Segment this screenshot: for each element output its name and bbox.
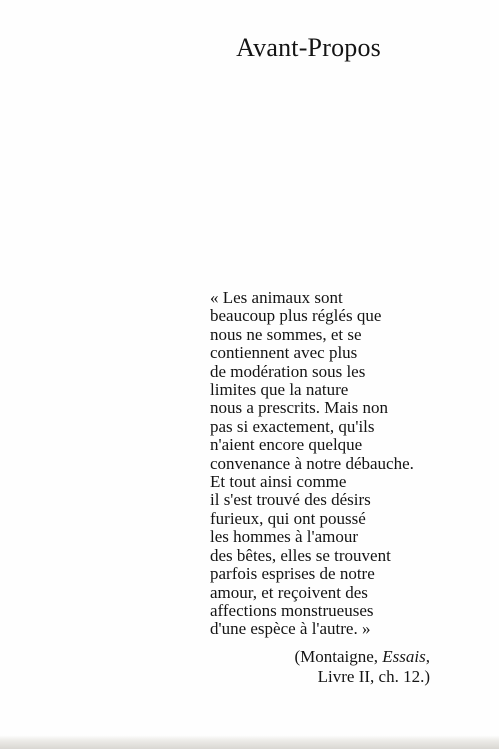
citation-author: (Montaigne, (294, 647, 383, 666)
page-title: Avant-Propos (236, 33, 381, 62)
epigraph-line: les hommes à l'amour (210, 527, 359, 547)
epigraph-line: des bêtes, elles se trouvent (210, 545, 391, 565)
epigraph-citation (200, 647, 430, 687)
epigraph-line: nous a prescrits. Mais non (210, 398, 389, 418)
epigraph-line: limites que la nature (210, 380, 349, 400)
epigraph-line: n'aient encore quelque (210, 435, 363, 455)
epigraph-line: pas si exactement, qu'ils (210, 416, 375, 436)
epigraph-line: affections monstrueuses (210, 600, 374, 620)
citation-comma: , (425, 647, 430, 666)
epigraph-line: il s'est trouvé des désirs (210, 490, 371, 510)
epigraph-line: « Les animaux sont (210, 288, 343, 307)
epigraph-line: amour, et reçoivent des (210, 582, 368, 602)
citation-line-2: Livre II, ch. 12.) (317, 667, 430, 686)
epigraph-line: beaucoup plus réglés que (210, 306, 382, 326)
citation-line-1 (200, 647, 430, 667)
citation-work-title: Essais (382, 647, 426, 666)
epigraph-line: nous ne sommes, et se (210, 324, 362, 344)
epigraph-line: convenance à notre débauche. (210, 453, 414, 473)
epigraph-line: de modération sous les (210, 361, 366, 381)
page-bottom-edge (0, 735, 499, 749)
epigraph-line: Et tout ainsi comme (210, 472, 347, 492)
epigraph-line: d'une espèce à l'autre. » (210, 619, 371, 639)
epigraph-quote (210, 289, 442, 639)
epigraph-line: furieux, qui ont poussé (210, 508, 366, 528)
epigraph-line: parfois esprises de notre (210, 564, 375, 584)
epigraph-line: contiennent avec plus (210, 343, 358, 363)
